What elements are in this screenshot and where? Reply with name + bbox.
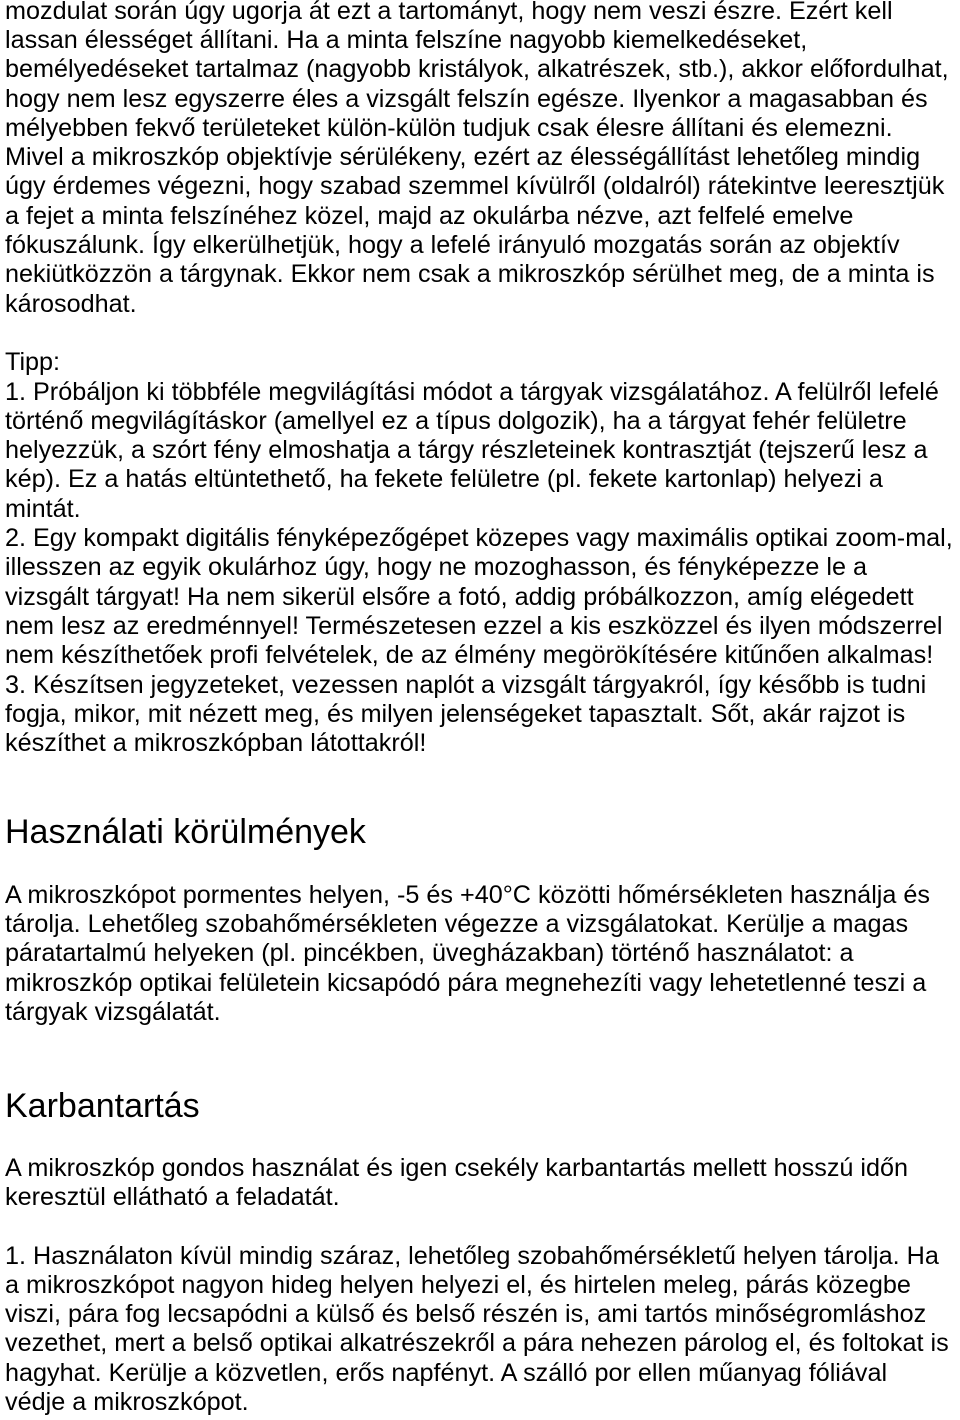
tips-line: fogja, mikor, mit nézett meg, és milyen jelenségeket tapasztalt. Sőt, akár rajzot is: [5, 699, 906, 728]
section-heading-maintenance: Karbantartás: [5, 1087, 200, 1126]
paragraph-line: mikroszkóp optikai felületein kicsapódó pára megnehezíti vagy lehetetlenné teszi a: [5, 968, 927, 997]
paragraph-line: mélyebben fekvő területeket külön-külön tudjuk csak élesre állítani és elemezni.: [5, 113, 893, 142]
paragraph-line: Mivel a mikroszkóp objektívje sérülékeny, ezért az élességállítást lehetőleg mindig: [5, 143, 921, 172]
maintenance-intro-paragraph: [5, 1154, 960, 1213]
paragraph-line: páratartalmú helyeken (pl. pincékben, üvegházakban) történő használatot: a: [5, 939, 854, 968]
paragraph-line: A mikroszkóp gondos használat és igen csekély karbantartás mellett hosszú időn: [5, 1153, 909, 1182]
tips-line: nem lesz az eredménnyel! Természetesen ezzel a kis eszközzel és ilyen módszerrel: [5, 611, 943, 640]
paragraph-line: A mikroszkópot pormentes helyen, -5 és +40°C közötti hőmérsékleten használja és: [5, 880, 930, 909]
paragraph-line: nekiütközzön a tárgynak. Ekkor nem csak a mikroszkóp sérülhet meg, de a minta is: [5, 260, 935, 289]
tips-line: vizsgált tárgyat! Ha nem sikerül elsőre a fotó, addig próbálkozzon, amíg elégedett: [5, 582, 914, 611]
paragraph-line: fókuszálunk. Így elkerülhetjük, hogy a lefelé irányuló mozgatás során az objektív: [5, 231, 900, 260]
paragraph-line: lassan élességet állítani. Ha a minta felszíne nagyobb kiemelkedéseket,: [5, 26, 808, 54]
paragraph-line: vezethet, mert a belső optikai alkatrészekről a pára nehezen párolog el, és foltokat is: [5, 1329, 949, 1358]
tips-line: nem készíthetőek profi felvételek, de az élmény megörökítésére kitűnően alkalmas!: [5, 641, 934, 670]
paragraph-line: a fejet a minta felszínéhez közel, majd az okulárba nézve, azt felfelé emelve: [5, 201, 854, 230]
tips-line: mintát.: [5, 494, 81, 523]
paragraph-line: keresztül ellátható a feladatát.: [5, 1182, 340, 1211]
paragraph-line: hogy nem lesz egyszerre éles a vizsgált felszín egésze. Ilyenkor a magasabban és: [5, 84, 928, 113]
tips-line: helyezzük, a szórt fény elmoshatja a tárgy részleteinek kontrasztját (tejszerű lesz a: [5, 436, 928, 465]
paragraph-line: bemélyedéseket tartalmaz (nagyobb kristályok, alkatrészek, stb.), akkor előfordulhat,: [5, 55, 949, 84]
tips-line: 2. Egy kompakt digitális fényképezőgépet közepes vagy maximális optikai zoom-mal,: [5, 524, 953, 553]
paragraph-line: védje a mikroszkópot.: [5, 1388, 249, 1417]
paragraph-line: tárgyak vizsgálatát.: [5, 997, 221, 1026]
paragraph-line: károsodhat.: [5, 289, 137, 318]
tips-line: készíthet a mikroszkópban látottakról!: [5, 729, 427, 758]
paragraph-line: tárolja. Lehetőleg szobahőmérsékleten végezze a vizsgálatokat. Kerülje a magas: [5, 909, 909, 938]
focusing-instructions-paragraph: [5, 0, 960, 319]
section-heading-usage-conditions: Használati körülmények: [5, 813, 366, 852]
tips-label: Tipp:: [5, 348, 61, 377]
tips-line: illesszen az egyik okulárhoz úgy, hogy ne mozoghasson, és fényképezze le a: [5, 553, 868, 582]
maintenance-item-1: [5, 1242, 960, 1418]
tips-section: [5, 348, 960, 758]
paragraph-line: mozdulat során úgy ugorja át ezt a tartományt, hogy nem veszi észre. Ezért kell: [5, 0, 893, 25]
paragraph-line: viszi, pára fog lecsapódni a külső és belső részén is, ami tartós minőségromláshoz: [5, 1300, 927, 1329]
paragraph-line: a mikroszkópot nagyon hideg helyen helyezi el, és hirtelen meleg, párás közegbe: [5, 1270, 911, 1299]
paragraph-line: hagyhat. Kerülje a közvetlen, erős napfényt. A szálló por ellen műanyag fóliával: [5, 1358, 888, 1387]
tips-line: 1. Próbáljon ki többféle megvilágítási módot a tárgyak vizsgálatához. A felülről lefelé: [5, 377, 939, 406]
tips-line: kép). Ez a hatás eltüntethető, ha fekete felületre (pl. fekete kartonlap) helyezi a: [5, 465, 883, 494]
tips-line: 3. Készítsen jegyzeteket, vezessen naplót a vizsgált tárgyakról, így később is tudni: [5, 670, 927, 699]
tips-line: történő megvilágításkor (amellyel ez a típus dolgozik), ha a tárgyat fehér felületre: [5, 406, 907, 435]
usage-conditions-paragraph: [5, 881, 960, 1027]
paragraph-line: úgy érdemes végezni, hogy szabad szemmel kívülről (oldalról) rátekintve leeresztjük: [5, 172, 945, 201]
paragraph-line: 1. Használaton kívül mindig száraz, lehetőleg szobahőmérsékletű helyen tárolja. Ha: [5, 1241, 939, 1270]
